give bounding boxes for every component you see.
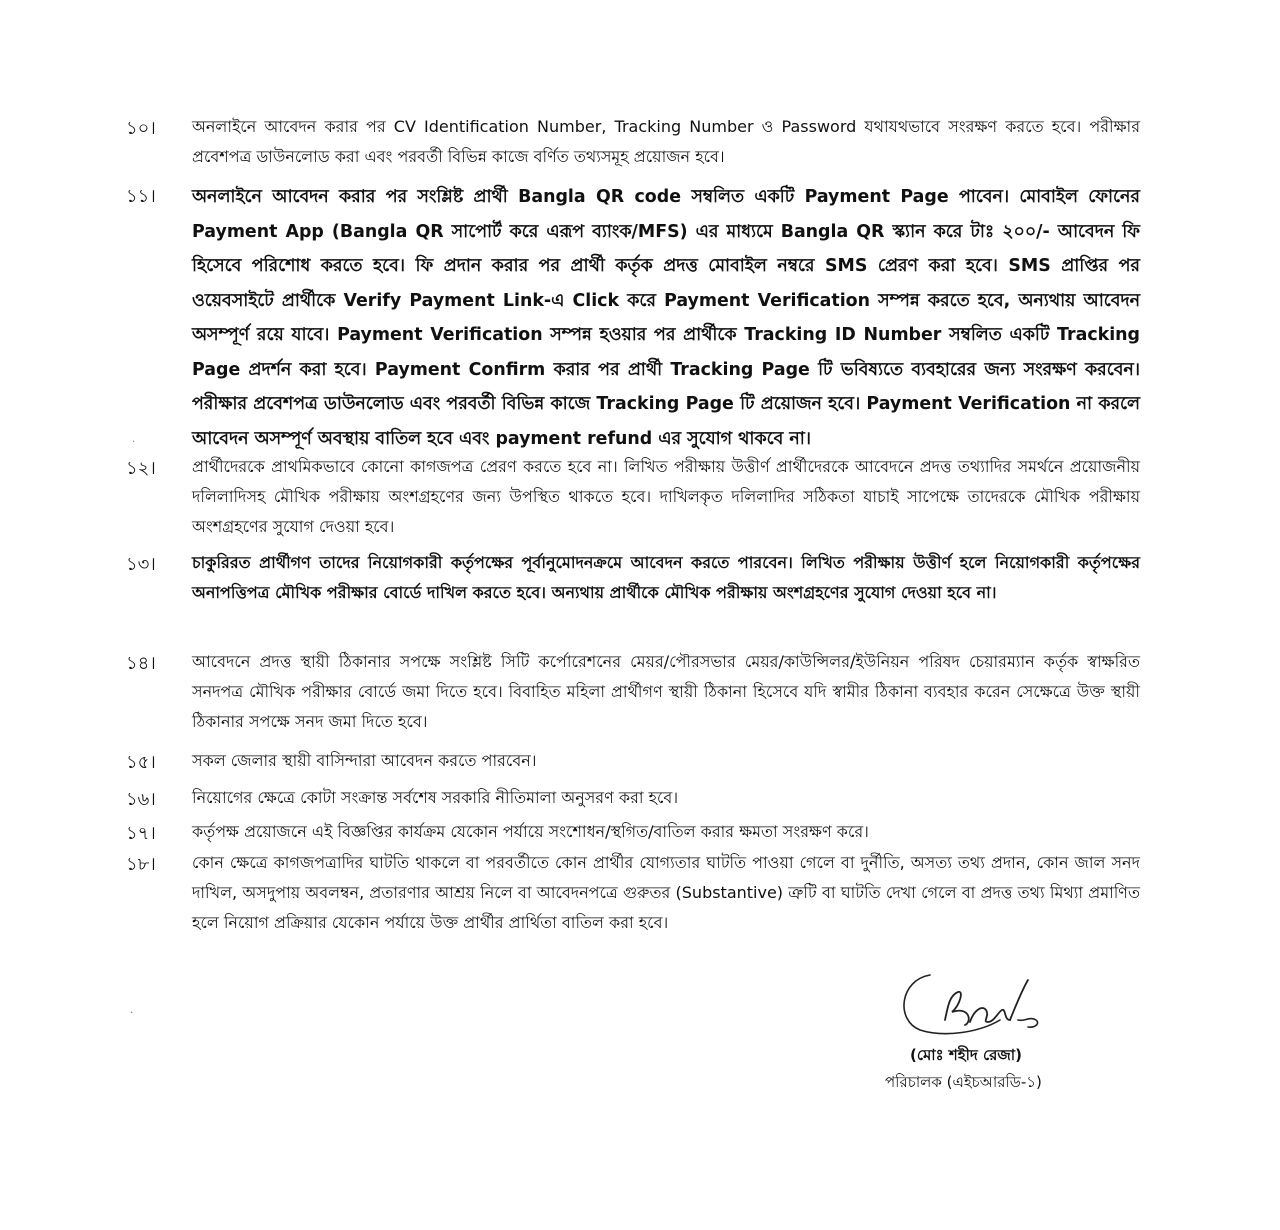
scan-speck: · — [132, 437, 136, 448]
item-text: সকল জেলার স্থায়ী বাসিন্দারা আবেদন করতে পারবেন। — [192, 751, 537, 770]
signature-block — [880, 950, 1100, 1100]
item-text: কোন ক্ষেত্রে কাগজপত্রাদির ঘাটতি থাকলে বা পরবর্তীতে কোন প্রার্থীর যোগ্যতার ঘাটতি পাওয়া গেলে বা দুর্নীতি, অসত্য তথ্য প্রদান, কোন জাল সনদ দাখিল, অসদুপায় অবলম্বন, প্রতারণার আশ্রয় নিলে বা আবেদনপত্রে গুরুতর (Substantive) ত্রুটি বা ঘাটতি দেখা গেলে বা প্রদত্ত তথ্য মিথ্যা প্রমাণিত হলে নিয়োগ প্রক্রিয়ার যেকোন পর্যায়ে উক্ত প্রার্থীর প্রার্থিতা বাতিল করা হবে। — [192, 853, 1140, 932]
item-number: ১২। — [126, 458, 156, 479]
signatory-title: পরিচালক (এইচআরডি-১) — [885, 1073, 1042, 1091]
item-text: নিয়োগের ক্ষেত্রে কোটা সংক্রান্ত সর্বশেষ সরকারি নীতিমালা অনুসরণ করা হবে। — [192, 788, 679, 807]
item-text: কর্তৃপক্ষ প্রয়োজনে এই বিজ্ঞপ্তির কার্যক্রম যেকোন পর্যায়ে সংশোধন/স্থগিত/বাতিল করার ক্ষমতা সংরক্ষণ করে। — [192, 822, 869, 841]
item-text: আবেদনে প্রদত্ত স্থায়ী ঠিকানার সপক্ষে সংশ্লিষ্ট সিটি কর্পোরেশনের মেয়র/পৌরসভার মেয়র/কাউন্সিলর/ইউনিয়ন পরিষদ চেয়ারম্যান কর্তৃক স্বাক্ষরিত সনদপত্র মৌখিক পরীক্ষার বোর্ডে জমা দিতে হবে। বিবাহিত মহিলা প্রার্থীগণ স্থায়ী ঠিকানা হিসেবে যদি স্বামীর ঠিকানা ব্যবহার করেন সেক্ষেত্রে উক্ত স্থায়ী ঠিকানার সপক্ষে সনদ জমা দিতে হবে। — [192, 652, 1140, 731]
item-number: ১১। — [126, 186, 156, 207]
scan-speck: · — [130, 1008, 134, 1019]
item-text: অনলাইনে আবেদন করার পর সংশ্লিষ্ট প্রার্থী Bangla QR code সম্বলিত একটি Payment Page পাবেন। মোবাইল ফোনের Payment App (Bangla QR সাপোর্ট করে এরূপ ব্যাংক/MFS) এর মাধ্যমে Bangla QR স্ক্যান করে টাঃ ২০০/- আবেদন ফি হিসেবে পরিশোধ করতে হবে। ফি প্রদান করার পর প্রার্থী কর্তৃক প্রদত্ত মোবাইল নম্বরে SMS প্রেরণ করা হবে। SMS প্রাপ্তির পর ওয়েবসাইটে প্রার্থীকে Verify Payment Link-এ Click করে Payment Verification সম্পন্ন করতে হবে, অন্যথায় আবেদন অসম্পূর্ণ রয়ে যাবে। Payment Verification সম্পন্ন হওয়ার পর প্রার্থীকে Tracking ID Number সম্বলিত একটি Tracking Page প্রদর্শন করা হবে। Payment Confirm করার পর প্রার্থী Tracking Page টি ভবিষ্যতে ব্যবহারের জন্য সংরক্ষণ করবেন। পরীক্ষার প্রবেশপত্র ডাউনলোড এবং পরবর্তী বিভিন্ন কাজে Tracking Page টি প্রয়োজন হবে। Payment Verification না করলে আবেদন অসম্পূর্ণ অবস্থায় বাতিল হবে এবং payment refund এর সুযোগ থাকবে না। — [192, 187, 1140, 449]
item-number: ১৫। — [126, 752, 156, 773]
item-text: চাকুরিরত প্রার্থীগণ তাদের নিয়োগকারী কর্তৃপক্ষের পূর্বানুমোদনক্রমে আবেদন করতে পারবেন। লিখিত পরীক্ষায় উত্তীর্ণ হলে নিয়োগকারী কর্তৃপক্ষের অনাপত্তিপত্র মৌখিক পরীক্ষার বোর্ডে দাখিল করতে হবে। অন্যথায় প্রার্থীকে মৌখিক পরীক্ষায় অংশগ্রহণের সুযোগ দেওয়া হবে না। — [192, 553, 1140, 602]
item-number: ১৬। — [126, 789, 156, 810]
item-number: ১৭। — [126, 823, 156, 844]
signatory-name: (মোঃ শহীদ রেজা) — [910, 1046, 1022, 1064]
item-number: ১৮। — [126, 854, 156, 875]
item-text: প্রার্থীদেরকে প্রাথমিকভাবে কোনো কাগজপত্র প্রেরণ করতে হবে না। লিখিত পরীক্ষায় উত্তীর্ণ প্রার্থীদেরকে আবেদনে প্রদত্ত তথ্যাদির সমর্থনে প্রয়োজনীয় দলিলাদিসহ মৌখিক পরীক্ষায় অংশগ্রহণের জন্য উপস্থিত থাকতে হবে। দাখিলকৃত দলিলাদির সঠিকতা যাচাই সাপেক্ষে তাদেরকে মৌখিক পরীক্ষায় অংশগ্রহণের সুযোগ দেওয়া হবে। — [192, 457, 1140, 536]
item-number: ১০। — [126, 118, 156, 139]
handwritten-signature — [890, 950, 1060, 1045]
item-number: ১৩। — [126, 554, 156, 575]
item-number: ১৪। — [126, 653, 156, 674]
item-text: অনলাইনে আবেদন করার পর CV Identification Number, Tracking Number ও Password যথাযথভাবে সংরক্ষণ করতে হবে। পরীক্ষার প্রবেশপত্র ডাউনলোড করা এবং পরবর্তী বিভিন্ন কাজে বর্ণিত তথ্যসমূহ প্রয়োজন হবে। — [192, 117, 1140, 166]
